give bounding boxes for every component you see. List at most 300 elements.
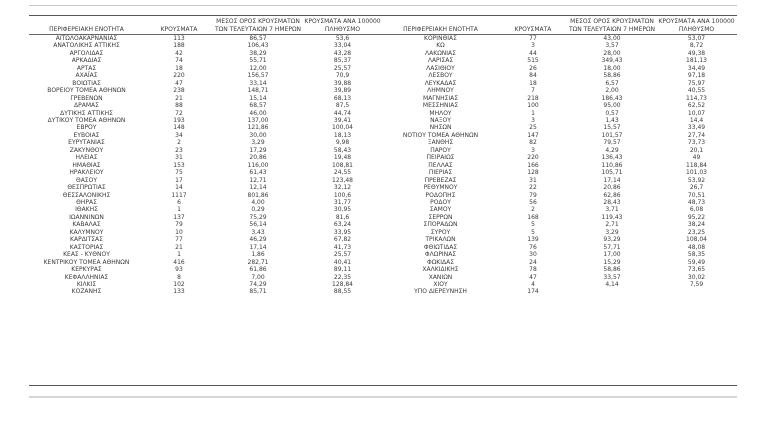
- table-row: [29, 236, 383, 243]
- cell-region: ΚΑΣΤΟΡΙΑΣ: [69, 243, 104, 251]
- cell-cases: 1: [177, 251, 181, 259]
- cell-per100k: 31,77: [333, 198, 352, 206]
- cell-cases: 31: [175, 154, 183, 162]
- cell-region: ΔΡΑΜΑΣ: [74, 102, 99, 110]
- table-row: [383, 57, 737, 64]
- cell-per100k: 24,55: [333, 169, 352, 177]
- cell-avg7: 33,57: [603, 273, 621, 281]
- cell-per100k: 25,57: [333, 64, 352, 72]
- cell-cases: 17: [175, 176, 183, 184]
- cell-avg7: 2,71: [605, 221, 619, 229]
- cell-cases: 2: [531, 206, 535, 214]
- cell-cases: 1: [531, 109, 535, 117]
- cell-region: ΠΕΛΛΑΣ: [428, 161, 453, 169]
- cell-per100k: 8,72: [689, 42, 704, 50]
- cell-region: ΘΕΣΠΡΩΤΙΑΣ: [67, 184, 106, 192]
- cell-region: ΛΕΥΚΑΔΑΣ: [424, 79, 457, 87]
- cell-region: ΚΟΖΑΝΗΣ: [71, 288, 102, 296]
- table-row: [383, 50, 737, 57]
- table-row: [29, 117, 383, 124]
- cell-region: ΚΕΑΣ - ΚΥΘΝΟΥ: [63, 251, 110, 259]
- cell-per100k: 33,95: [333, 228, 352, 236]
- table-row: [29, 124, 383, 131]
- cell-cases: 31: [529, 176, 537, 184]
- table-row: [383, 124, 737, 131]
- cell-avg7: 12,00: [249, 64, 267, 72]
- table-row: [383, 42, 737, 49]
- cell-avg7: 62,86: [603, 191, 621, 199]
- cell-avg7: 74,29: [249, 280, 267, 288]
- table-row: [29, 57, 383, 64]
- cell-cases: 42: [175, 49, 183, 57]
- cell-avg7: 55,71: [249, 57, 267, 65]
- table-row: [29, 274, 383, 281]
- header-region: ΠΕΡΙΦΕΡΕΙΑΚΗ ΕΝΟΤΗΤΑ: [383, 18, 498, 35]
- cell-region: ΡΟΔΟΥ: [430, 198, 451, 206]
- cell-per100k: 100,04: [332, 124, 353, 132]
- cell-avg7: 282,71: [247, 258, 269, 266]
- cell-avg7: 101,57: [601, 131, 623, 139]
- cell-per100k: 58,35: [687, 251, 706, 259]
- cell-cases: 1117: [171, 191, 187, 199]
- table-row: [29, 169, 383, 176]
- cell-per100k: 40,41: [333, 258, 352, 266]
- cell-per100k: 38,24: [687, 221, 706, 229]
- table-row: [383, 244, 737, 251]
- cell-cases: 4: [531, 280, 535, 288]
- table-row: [29, 65, 383, 72]
- right-header-row: [383, 18, 737, 35]
- cell-avg7: 17,00: [603, 251, 621, 259]
- cell-cases: 148: [173, 124, 185, 132]
- cell-cases: 3: [531, 116, 535, 124]
- table-row: [29, 177, 383, 184]
- cell-avg7: 20,86: [603, 184, 621, 192]
- cell-region: ΛΑΣΙΘΙΟΥ: [426, 64, 455, 72]
- cell-per100k: 49,38: [687, 49, 706, 57]
- cell-per100k: 20,1: [689, 146, 704, 154]
- cell-per100k: 43,28: [333, 49, 352, 57]
- cell-cases: 3: [531, 42, 535, 50]
- cell-avg7: 4,29: [605, 146, 619, 154]
- cell-avg7: 17,14: [603, 176, 621, 184]
- cell-per100k: 89,11: [333, 266, 352, 274]
- cell-per100k: 19,48: [333, 154, 352, 162]
- cell-region: ΗΛΕΙΑΣ: [75, 154, 98, 162]
- cell-region: ΑΧΑΪΑΣ: [75, 72, 98, 80]
- table-row: [383, 162, 737, 169]
- cell-per100k: 33,49: [687, 124, 706, 132]
- cell-cases: 1: [177, 206, 181, 214]
- left-table-body: [29, 35, 383, 296]
- cell-region: ΠΡΕΒΕΖΑΣ: [424, 176, 457, 184]
- cell-per100k: 27,74: [687, 131, 706, 139]
- table-row: [29, 95, 383, 102]
- cell-avg7: 136,43: [601, 154, 623, 162]
- cell-per100k: 123,48: [332, 176, 353, 184]
- cell-cases: 23: [175, 146, 183, 154]
- cell-per100k: 59,49: [687, 258, 706, 266]
- table-row: [29, 132, 383, 139]
- cell-avg7: 61,86: [249, 266, 267, 274]
- cell-per100k: 101,03: [686, 169, 707, 177]
- cell-region: ΦΩΚΙΔΑΣ: [426, 258, 454, 266]
- cell-region: ΛΑΚΩΝΙΑΣ: [425, 49, 456, 57]
- cell-cases: 75: [175, 169, 183, 177]
- cell-avg7: 105,71: [601, 169, 623, 177]
- table-row: [29, 102, 383, 109]
- table-row: [383, 214, 737, 221]
- cell-cases: 79: [175, 221, 183, 229]
- table-row: [383, 274, 737, 281]
- cell-per100k: 44,74: [333, 109, 352, 117]
- cell-cases: 220: [527, 154, 539, 162]
- cell-cases: 8: [177, 273, 181, 281]
- header-cases: ΚΡΟΥΣΜΑΤΑ: [498, 18, 568, 35]
- cell-per100k: 62,52: [687, 102, 706, 110]
- cell-cases: 416: [173, 258, 185, 266]
- cell-avg7: 15,57: [603, 124, 621, 132]
- cell-region: ΗΜΑΘΙΑΣ: [72, 161, 101, 169]
- right-table-body: [383, 35, 737, 296]
- cell-cases: 22: [529, 184, 537, 192]
- cell-per100k: 118,84: [686, 161, 707, 169]
- cell-avg7: [568, 288, 656, 295]
- cell-avg7: 1,86: [251, 251, 265, 259]
- cell-cases: 24: [529, 258, 537, 266]
- cell-region: ΧΙΟΥ: [433, 280, 448, 288]
- cell-cases: 47: [529, 273, 537, 281]
- cell-region: ΕΥΡΥΤΑΝΙΑΣ: [68, 139, 105, 147]
- cell-avg7: 93,29: [603, 236, 621, 244]
- table-row: [383, 147, 737, 154]
- cell-cases: 77: [529, 35, 537, 42]
- cell-per100k: 85,37: [333, 57, 352, 65]
- cell-per100k: 32,12: [333, 184, 352, 192]
- cell-avg7: 46,00: [249, 109, 267, 117]
- cell-per100k: 75,97: [687, 79, 706, 87]
- table-row: [29, 281, 383, 288]
- cell-region: ΕΒΡΟΥ: [76, 124, 97, 132]
- table-row: [29, 110, 383, 117]
- cell-avg7: 0,29: [251, 206, 265, 214]
- cell-cases: 34: [175, 131, 183, 139]
- cell-avg7: 110,86: [601, 161, 623, 169]
- cell-region: ΒΟΙΩΤΙΑΣ: [72, 79, 101, 87]
- cell-per100k: 39,89: [333, 87, 352, 95]
- cell-per100k: 68,13: [333, 94, 352, 102]
- table-row: [29, 229, 383, 236]
- cell-region: ΚΕΡΚΥΡΑΣ: [71, 266, 102, 274]
- cell-avg7: 20,86: [249, 154, 267, 162]
- cell-avg7: 7,00: [251, 273, 265, 281]
- cell-avg7: 119,43: [601, 213, 623, 221]
- cell-per100k: [656, 288, 737, 295]
- cell-region: ΝΟΤΙΟΥ ΤΟΜΕΑ ΑΘΗΝΩΝ: [402, 131, 479, 139]
- cell-per100k: 73,73: [687, 139, 706, 147]
- table-row: [383, 35, 737, 43]
- table-row: [383, 139, 737, 146]
- table-row: [383, 65, 737, 72]
- cell-cases: 2: [177, 139, 181, 147]
- cell-cases: 79: [529, 191, 537, 199]
- cell-avg7: 58,86: [603, 266, 621, 274]
- cell-avg7: 17,14: [249, 243, 267, 251]
- left-table: [29, 18, 383, 296]
- cell-per100k: 114,73: [686, 94, 707, 102]
- cell-region: ΘΑΣΟΥ: [75, 176, 97, 184]
- cell-per100k: 67,82: [333, 236, 352, 244]
- cell-region: ΚΟΡΙΝΘΙΑΣ: [424, 35, 457, 42]
- cell-region: ΥΠΟ ΔΙΕΡΕΥΝΗΣΗ: [414, 288, 467, 296]
- cell-cases: 77: [175, 236, 183, 244]
- cell-avg7: 116,00: [247, 161, 269, 169]
- cell-per100k: 39,41: [333, 116, 352, 124]
- cell-region: ΝΗΣΩΝ: [429, 124, 452, 132]
- header-avg7: ΜΕΣΟΣ ΟΡΟΣ ΚΡΟΥΣΜΑΤΩΝ ΤΩΝ ΤΕΛΕΥΤΑΙΩΝ 7 ΗΜΕΡΩΝ: [568, 18, 656, 33]
- cell-avg7: 186,43: [601, 94, 623, 102]
- cell-cases: 74: [175, 57, 183, 65]
- cell-region: ΜΑΓΝΗΣΙΑΣ: [422, 94, 459, 102]
- right-table: [383, 18, 737, 296]
- table-row: [29, 184, 383, 191]
- cell-cases: 72: [175, 109, 183, 117]
- cell-region: ΖΑΚΥΝΘΟΥ: [69, 146, 104, 154]
- cell-cases: 133: [173, 288, 185, 296]
- table-row: [383, 169, 737, 176]
- cell-region: ΣΕΡΡΩΝ: [428, 213, 453, 221]
- top-divider: [29, 5, 737, 6]
- cell-region: ΚΕΦΑΛΛΗΝΙΑΣ: [64, 273, 109, 281]
- cell-avg7: 46,29: [249, 236, 267, 244]
- cell-avg7: 349,43: [601, 57, 623, 65]
- cell-region: ΓΡΕΒΕΝΩΝ: [70, 94, 103, 102]
- table-row: [29, 72, 383, 79]
- table-row: [29, 206, 383, 213]
- cell-region: ΜΕΣΣΗΝΙΑΣ: [422, 102, 459, 110]
- table-row: [383, 288, 737, 295]
- table-row: [29, 192, 383, 199]
- table-row: [383, 199, 737, 206]
- cell-cases: 25: [529, 124, 537, 132]
- cell-avg7: 86,57: [249, 35, 267, 42]
- cell-avg7: 148,71: [247, 87, 269, 95]
- cell-cases: 76: [529, 243, 537, 251]
- table-row: [29, 50, 383, 57]
- cell-cases: 78: [529, 266, 537, 274]
- table-row: [29, 80, 383, 87]
- cell-region: ΙΘΑΚΗΣ: [75, 206, 98, 214]
- cell-per100k: 70,9: [335, 72, 350, 80]
- cell-cases: 100: [527, 102, 539, 110]
- table-row: [383, 206, 737, 213]
- table-row: [29, 221, 383, 228]
- cell-cases: 47: [175, 79, 183, 87]
- cell-per100k: 128,84: [332, 280, 353, 288]
- cell-cases: 188: [173, 42, 185, 50]
- cell-region: ΚΑΒΑΛΑΣ: [72, 221, 101, 229]
- table-row: [29, 199, 383, 206]
- cell-avg7: 6,57: [605, 79, 619, 87]
- header-per100k: ΚΡΟΥΣΜΑΤΑ ΑΝΑ 100000 ΠΛΗΘΥΣΜΟ: [656, 18, 737, 35]
- cell-region: ΚΙΛΚΙΣ: [76, 280, 97, 288]
- cell-avg7: 2,00: [605, 87, 619, 95]
- cell-avg7: 15,14: [249, 94, 267, 102]
- cell-cases: 82: [529, 139, 537, 147]
- cell-avg7: 15,29: [603, 258, 621, 266]
- cell-per100k: 97,18: [687, 72, 706, 80]
- left-header-row: [29, 18, 383, 35]
- cell-cases: 93: [175, 266, 183, 274]
- cell-per100k: 108,81: [332, 161, 353, 169]
- cell-per100k: 22,35: [333, 273, 352, 281]
- cell-region: ΗΡΑΚΛΕΙΟΥ: [69, 169, 104, 177]
- cell-region: ΙΩΑΝΝΙΝΩΝ: [69, 213, 104, 221]
- right-table-section: [383, 18, 737, 296]
- table-row: [383, 251, 737, 258]
- cell-per100k: 53,92: [687, 176, 706, 184]
- cell-avg7: 121,86: [247, 124, 269, 132]
- cell-avg7: 3,71: [605, 206, 619, 214]
- bottom-rule: [29, 385, 737, 386]
- cell-avg7: 56,14: [249, 221, 267, 229]
- cell-region: ΕΥΒΟΙΑΣ: [73, 131, 100, 139]
- cell-avg7: 75,29: [249, 213, 267, 221]
- cell-avg7: 30,00: [249, 131, 267, 139]
- cell-region: ΝΑΞΟΥ: [430, 116, 451, 124]
- cell-cases: 218: [527, 94, 539, 102]
- cell-region: ΣΑΜΟΥ: [429, 206, 452, 214]
- cell-region: ΣΠΟΡΑΔΩΝ: [423, 221, 458, 229]
- cell-cases: 5: [531, 228, 535, 236]
- cell-per100k: 100,6: [333, 191, 352, 199]
- header-cases: ΚΡΟΥΣΜΑΤΑ: [144, 18, 214, 35]
- cell-avg7: 4,00: [251, 198, 265, 206]
- cell-region: ΑΙΤΩΛΟΑΚΑΡΝΑΝΙΑΣ: [55, 35, 118, 42]
- cell-region: ΦΘΙΩΤΙΔΑΣ: [423, 243, 458, 251]
- cell-region: ΠΑΡΟΥ: [430, 146, 451, 154]
- cell-region: ΧΑΝΙΩΝ: [428, 273, 453, 281]
- cell-per100k: 48,08: [687, 243, 706, 251]
- cell-cases: 238: [173, 87, 185, 95]
- cell-avg7: 85,71: [249, 288, 267, 296]
- table-row: [29, 154, 383, 161]
- table-row: [29, 244, 383, 251]
- table-row: [383, 221, 737, 228]
- cell-cases: 174: [527, 288, 539, 296]
- cell-per100k: 53,6: [335, 35, 350, 42]
- cell-cases: 113: [173, 35, 185, 42]
- cell-region: ΠΕΙΡΑΙΩΣ: [426, 154, 455, 162]
- cell-avg7: 106,43: [247, 42, 269, 50]
- cell-region: ΞΑΝΘΗΣ: [427, 139, 454, 147]
- cell-avg7: 95,00: [603, 102, 621, 110]
- cell-per100k: 48,73: [687, 198, 706, 206]
- cell-cases: 102: [173, 280, 185, 288]
- cell-region: ΘΗΡΑΣ: [76, 198, 97, 206]
- table-row: [383, 184, 737, 191]
- table-row: [383, 259, 737, 266]
- cell-per100k: 30,95: [333, 206, 352, 214]
- cell-cases: 137: [173, 213, 185, 221]
- table-row: [29, 266, 383, 273]
- cell-avg7: 28,00: [603, 49, 621, 57]
- table-row: [29, 147, 383, 154]
- cell-cases: 193: [173, 116, 185, 124]
- table-row: [383, 281, 737, 288]
- cell-avg7: 137,00: [247, 116, 269, 124]
- cell-region: ΦΛΩΡΙΝΑΣ: [424, 251, 457, 259]
- table-row: [29, 162, 383, 169]
- cell-per100k: 88,55: [333, 288, 352, 296]
- cell-region: ΑΡΓΟΛΙΔΑΣ: [69, 49, 104, 57]
- table-row: [29, 214, 383, 221]
- cell-avg7: 38,29: [249, 49, 267, 57]
- cell-region: ΑΡΤΑΣ: [76, 64, 97, 72]
- cell-cases: 26: [529, 64, 537, 72]
- cell-avg7: 61,43: [249, 169, 267, 177]
- table-row: [383, 80, 737, 87]
- header-region: ΠΕΡΙΦΕΡΕΙΑΚΗ ΕΝΟΤΗΤΑ: [29, 18, 144, 35]
- cell-per100k: 81,6: [335, 213, 350, 221]
- table-row: [383, 95, 737, 102]
- header-per100k: ΚΡΟΥΣΜΑΤΑ ΑΝΑ 100000 ΠΛΗΘΥΣΜΟ: [302, 18, 383, 35]
- table-row: [383, 177, 737, 184]
- cell-avg7: 3,57: [605, 42, 619, 50]
- cell-avg7: 58,86: [603, 72, 621, 80]
- cell-region: ΔΥΤΙΚΗΣ ΑΤΤΙΚΗΣ: [60, 109, 113, 117]
- cell-cases: 18: [529, 79, 537, 87]
- cell-region: ΛΑΡΙΣΑΣ: [427, 57, 454, 65]
- cell-region: ΘΕΣΣΑΛΟΝΙΚΗΣ: [62, 191, 111, 199]
- cell-avg7: 18,00: [603, 64, 621, 72]
- table-row: [383, 266, 737, 273]
- cell-cases: 168: [527, 213, 539, 221]
- cell-per100k: 63,24: [333, 221, 352, 229]
- table-row: [383, 87, 737, 94]
- table-row: [383, 236, 737, 243]
- cell-cases: 56: [529, 198, 537, 206]
- cell-per100k: 87,5: [335, 102, 350, 110]
- cell-per100k: 9,98: [335, 139, 350, 147]
- cell-per100k: 14,4: [689, 116, 704, 124]
- cell-region: ΤΡΙΚΑΛΩΝ: [425, 236, 456, 244]
- cell-cases: 166: [527, 161, 539, 169]
- table-row: [29, 288, 383, 295]
- cell-avg7: 3,29: [605, 228, 619, 236]
- cell-per100k: 73,65: [687, 266, 706, 274]
- table-row: [383, 110, 737, 117]
- cell-region: ΚΕΝΤΡΙΚΟΥ ΤΟΜΕΑ ΑΘΗΝΩΝ: [43, 258, 130, 266]
- cell-cases: 139: [527, 236, 539, 244]
- cell-cases: 6: [177, 198, 181, 206]
- cell-avg7: 801,86: [247, 191, 269, 199]
- cell-per100k: 41,73: [333, 243, 352, 251]
- cell-cases: 21: [175, 243, 183, 251]
- cell-cases: 84: [529, 72, 537, 80]
- cell-per100k: 18,13: [333, 131, 352, 139]
- cell-per100k: 6,08: [689, 206, 704, 214]
- cell-avg7: 156,57: [247, 72, 269, 80]
- table-row: [29, 35, 383, 43]
- cell-avg7: 4,14: [605, 280, 619, 288]
- table-row: [383, 117, 737, 124]
- cell-avg7: 43,00: [603, 35, 621, 42]
- cell-region: ΚΑΛΥΜΝΟΥ: [69, 228, 104, 236]
- cell-per100k: 33,04: [333, 42, 352, 50]
- cell-avg7: 28,43: [603, 198, 621, 206]
- table-row: [383, 102, 737, 109]
